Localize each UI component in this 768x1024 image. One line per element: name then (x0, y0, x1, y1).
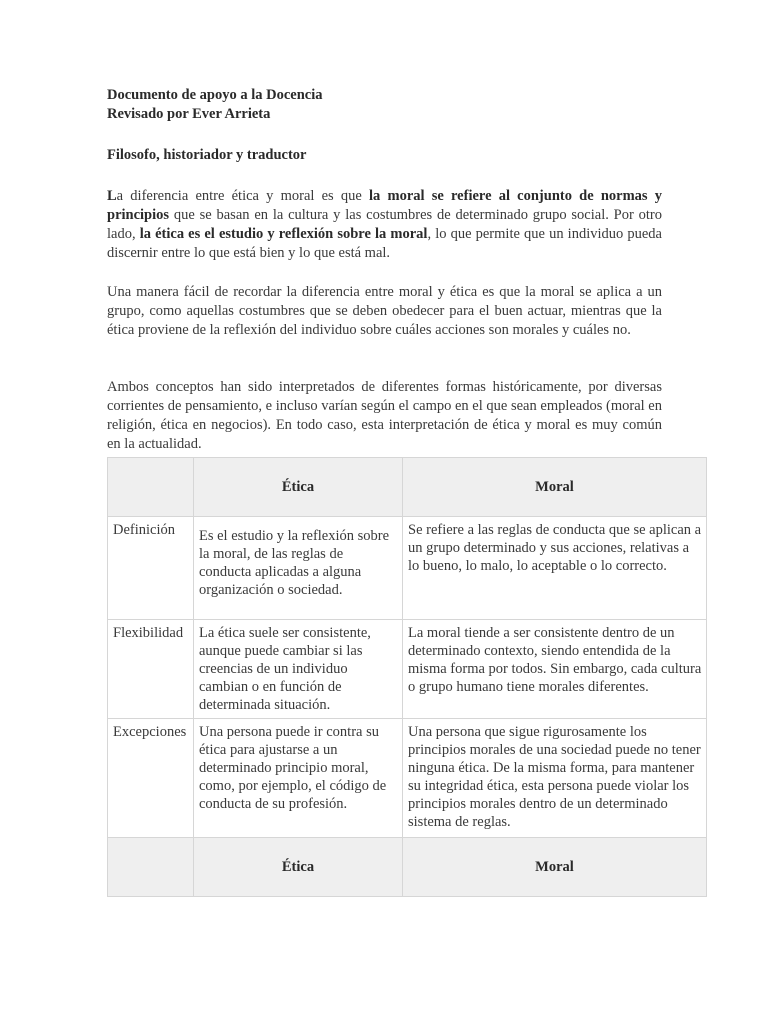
drop-letter: L (107, 188, 117, 204)
table-row (108, 517, 707, 620)
table-header-row (108, 458, 707, 517)
p1-bold-2: la ética es el estudio y reflexión sobre la moral (139, 226, 428, 242)
etica-cell: Es el estudio y la reflexión sobre la moral, de las reglas de conducta aplicadas a alguna organización o sociedad. (194, 517, 403, 620)
table-footer-row (108, 838, 707, 897)
paragraph-1 (107, 187, 662, 263)
moral-cell: La moral tiende a ser consistente dentro de un determinado contexto, siendo entendida de la misma forma por todos. Sin embargo, cada cultura o grupo humano tiene morales diferentes. (403, 620, 707, 719)
row-label: Excepciones (108, 719, 194, 838)
header-moral: Moral (403, 458, 707, 517)
moral-cell: Una persona que sigue rigurosamente los principios morales de una sociedad puede no tener ninguna ética. De la misma forma, para mantener su integridad ética, esta persona puede violar los principios morales dentro de un determinado sistema de reglas. (403, 719, 707, 838)
etica-cell: Una persona puede ir contra su ética para ajustarse a un determinado principio moral, como, por ejemplo, el código de conducta de su profesión. (194, 719, 403, 838)
table-row (108, 719, 707, 838)
header-line-1: Documento de apoyo a la Docencia (107, 87, 323, 103)
p1-bold-1: la moral se refiere al conjunto de normas y principios (107, 188, 663, 223)
row-label: Flexibilidad (108, 620, 194, 719)
p1-segment-2: a diferencia entre ética y moral es que (116, 188, 370, 204)
p1-segment-4: que se basan en la cultura y las costumbres de determinado grupo social. Por otro lado, (107, 207, 662, 242)
p1-segment-6: , lo que permite que un individuo pueda discernir entre lo que está bien y lo que está mal. (107, 226, 662, 261)
header-empty-cell (108, 458, 194, 517)
footer-etica: Ética (194, 838, 403, 897)
comparison-table (107, 457, 707, 897)
paragraph-3: Ambos conceptos han sido interpretados de diferentes formas históricamente, por diversas corrientes de pensamiento, e incluso varían según el campo en el que sean empleados (moral en religión, ética en negocios). En todo caso, esta interpretación de ética y moral es muy común en la actualidad. (107, 379, 662, 452)
header-line-2: Revisado por Ever Arrieta (107, 106, 271, 122)
footer-empty-cell (108, 838, 194, 897)
header-etica: Ética (194, 458, 403, 517)
etica-cell: La ética suele ser consistente, aunque puede cambiar si las creencias de un individuo cambian o en función de determinada situación. (194, 620, 403, 719)
table-row (108, 620, 707, 719)
footer-moral: Moral (403, 838, 707, 897)
document-subtitle: Filosofo, historiador y traductor (107, 147, 307, 163)
document-header (107, 86, 707, 124)
paragraph-2: Una manera fácil de recordar la diferencia entre moral y ética es que la moral se aplica a un grupo, como aquellas costumbres que se deben obedecer para el buen actuar, mientras que la ética proviene de la reflexión del individuo sobre cuáles acciones son morales y cuáles no. (107, 284, 662, 338)
moral-cell: Se refiere a las reglas de conducta que se aplican a un grupo determinado y sus acciones, relativas a lo bueno, lo malo, lo aceptable o lo correcto. (403, 517, 707, 620)
row-label: Definición (108, 517, 194, 620)
